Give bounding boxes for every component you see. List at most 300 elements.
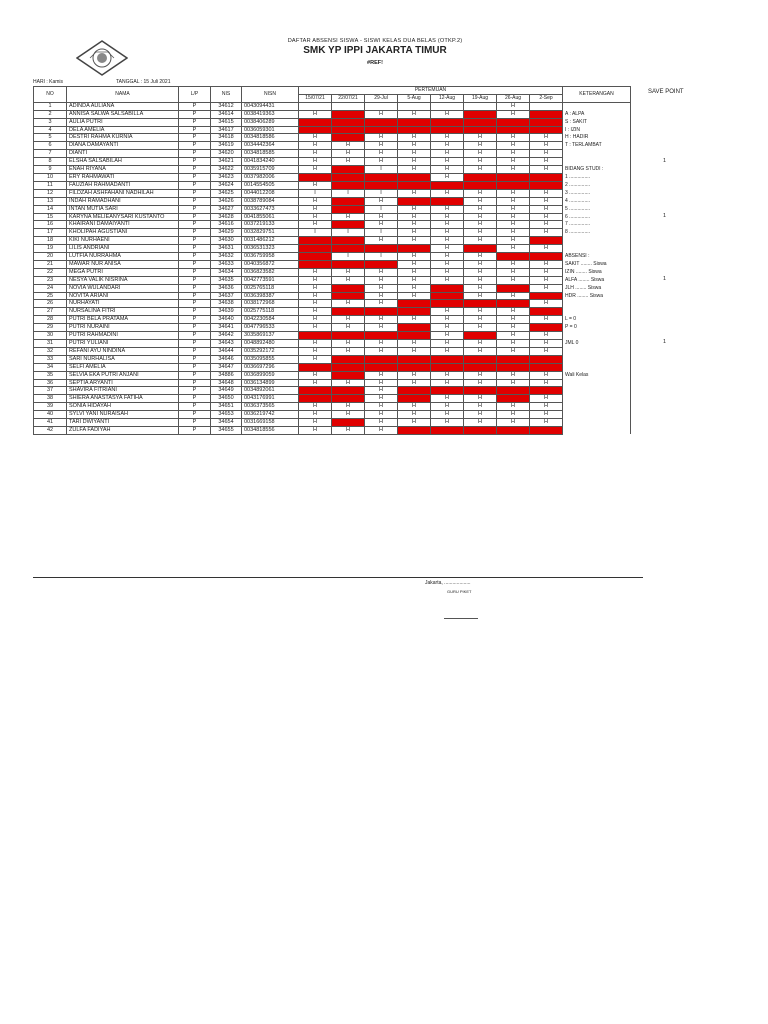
keterangan-cell	[563, 426, 631, 434]
absent-cell	[497, 181, 530, 189]
absent-cell	[530, 324, 563, 332]
gender: P	[179, 419, 211, 427]
attendance-mark: H	[431, 189, 464, 197]
nis: 34617	[211, 126, 242, 134]
gender: P	[179, 173, 211, 181]
nis: 34654	[211, 419, 242, 427]
table-row	[34, 173, 631, 181]
attendance-mark: H	[464, 205, 497, 213]
table-row	[34, 245, 631, 253]
nisn: 0036219742	[242, 411, 299, 419]
gender: P	[179, 300, 211, 308]
attendance-mark: H	[530, 300, 563, 308]
attendance-mark: H	[530, 189, 563, 197]
row-number: 10	[34, 173, 67, 181]
student-name: PUTRI NURAINI	[67, 324, 179, 332]
nis: 34653	[211, 411, 242, 419]
date-header: 15/07/21	[299, 94, 332, 102]
attendance-mark: H	[530, 411, 563, 419]
student-name: FAUZIAH RAHMADANTI	[67, 181, 179, 189]
absent-cell	[464, 126, 497, 134]
attendance-mark: H	[497, 419, 530, 427]
keterangan-cell: 2 ...............	[563, 181, 631, 189]
attendance-table	[33, 86, 631, 435]
attendance-mark: H	[431, 268, 464, 276]
attendance-mark: H	[497, 245, 530, 253]
empty-cell	[464, 102, 497, 110]
attendance-mark: H	[431, 371, 464, 379]
absent-cell	[332, 371, 365, 379]
attendance-mark: H	[365, 150, 398, 158]
nisn: 0035095855	[242, 355, 299, 363]
attendance-mark: H	[431, 253, 464, 261]
attendance-mark: H	[530, 419, 563, 427]
nisn: 0041855061	[242, 213, 299, 221]
attendance-mark: H	[464, 347, 497, 355]
student-name: TARI DWIYANTI	[67, 419, 179, 427]
attendance-mark: H	[431, 379, 464, 387]
absent-cell	[464, 363, 497, 371]
nis: 34634	[211, 268, 242, 276]
gender: P	[179, 292, 211, 300]
keterangan-cell	[563, 245, 631, 253]
attendance-mark: H	[431, 213, 464, 221]
attendance-mark: H	[431, 221, 464, 229]
gender: P	[179, 166, 211, 174]
absent-cell	[398, 387, 431, 395]
keterangan-cell: IZIN ........ Siswa	[563, 268, 631, 276]
attendance-mark: H	[431, 347, 464, 355]
keterangan-cell	[563, 102, 631, 110]
table-row	[34, 189, 631, 197]
row-number: 30	[34, 332, 67, 340]
attendance-mark: H	[497, 150, 530, 158]
signature-line	[444, 618, 478, 619]
keterangan-cell	[563, 395, 631, 403]
col-keterangan-header: KETERANGAN	[563, 87, 631, 103]
keterangan-cell: Wali Kelas	[563, 371, 631, 379]
gender: P	[179, 213, 211, 221]
nisn: 0032829751	[242, 229, 299, 237]
row-number: 26	[34, 300, 67, 308]
attendance-mark: H	[530, 150, 563, 158]
student-name: DIANA DAMAYANTI	[67, 142, 179, 150]
student-name: MEGA PUTRI	[67, 268, 179, 276]
table-row	[34, 387, 631, 395]
attendance-mark: H	[398, 110, 431, 118]
attendance-mark: H	[365, 300, 398, 308]
date-header: 2-Sep	[530, 94, 563, 102]
keterangan-cell: JLH ........ Siswa	[563, 284, 631, 292]
attendance-mark: H	[464, 403, 497, 411]
row-number: 28	[34, 316, 67, 324]
gender: P	[179, 260, 211, 268]
absent-cell	[299, 126, 332, 134]
gender: P	[179, 387, 211, 395]
absent-cell	[431, 181, 464, 189]
attendance-mark: H	[464, 237, 497, 245]
table-row	[34, 347, 631, 355]
attendance-mark: H	[299, 221, 332, 229]
absent-cell	[332, 245, 365, 253]
keterangan-cell: S : SAKIT	[563, 118, 631, 126]
table-row	[34, 324, 631, 332]
nisn: 0041834240	[242, 158, 299, 166]
student-name: SHIERA ANASTASYA FATIHA	[67, 395, 179, 403]
absent-cell	[332, 205, 365, 213]
attendance-mark: H	[365, 379, 398, 387]
table-row	[34, 379, 631, 387]
table-row	[34, 316, 631, 324]
absent-cell	[332, 134, 365, 142]
nis: 34630	[211, 237, 242, 245]
absent-cell	[398, 395, 431, 403]
attendance-mark: I	[299, 229, 332, 237]
keterangan-cell: P = 0	[563, 324, 631, 332]
attendance-mark: H	[464, 419, 497, 427]
school-logo	[76, 40, 128, 76]
absent-cell	[497, 395, 530, 403]
attendance-mark: H	[398, 142, 431, 150]
student-name: NOVIA WULANDARI	[67, 284, 179, 292]
attendance-mark: H	[299, 419, 332, 427]
attendance-mark: H	[299, 284, 332, 292]
nis: 34625	[211, 189, 242, 197]
absent-cell	[497, 284, 530, 292]
gender: P	[179, 181, 211, 189]
table-row	[34, 300, 631, 308]
nisn: 0037219133	[242, 221, 299, 229]
student-name: LUTFIA NURRAHMA	[67, 253, 179, 261]
attendance-mark: H	[431, 229, 464, 237]
attendance-mark: H	[497, 332, 530, 340]
attendance-mark: H	[464, 316, 497, 324]
student-name: PUTRI BELA PRATAMA	[67, 316, 179, 324]
absent-cell	[299, 237, 332, 245]
row-number: 16	[34, 221, 67, 229]
student-name: ENAH RIYANA	[67, 166, 179, 174]
nis: 34642	[211, 332, 242, 340]
keterangan-cell: 5 ...............	[563, 205, 631, 213]
attendance-mark: H	[398, 253, 431, 261]
attendance-mark: H	[365, 197, 398, 205]
nis: 34632	[211, 253, 242, 261]
absent-cell	[464, 300, 497, 308]
attendance-mark: H	[464, 411, 497, 419]
nis: 34618	[211, 134, 242, 142]
attendance-mark: H	[431, 150, 464, 158]
attendance-mark: H	[365, 221, 398, 229]
student-name: AULIA PUTRI	[67, 118, 179, 126]
attendance-mark: H	[530, 276, 563, 284]
nisn: 0042230584	[242, 316, 299, 324]
absent-cell	[530, 308, 563, 316]
keterangan-cell: JML 0	[563, 340, 631, 348]
attendance-mark: H	[299, 411, 332, 419]
attendance-mark: H	[431, 166, 464, 174]
nis: 34620	[211, 150, 242, 158]
keterangan-cell: 1 ...............	[563, 173, 631, 181]
attendance-mark: H	[299, 158, 332, 166]
nis: 34655	[211, 426, 242, 434]
attendance-mark: H	[398, 347, 431, 355]
attendance-mark: H	[398, 205, 431, 213]
attendance-mark: H	[464, 260, 497, 268]
absent-cell	[332, 221, 365, 229]
row-number: 17	[34, 229, 67, 237]
attendance-mark: H	[464, 158, 497, 166]
absent-cell	[431, 300, 464, 308]
attendance-mark: H	[365, 403, 398, 411]
attendance-mark: H	[398, 268, 431, 276]
empty-cell	[398, 102, 431, 110]
attendance-mark: H	[431, 260, 464, 268]
attendance-mark: H	[497, 229, 530, 237]
attendance-mark: H	[497, 197, 530, 205]
keterangan-cell: I : IZIN	[563, 126, 631, 134]
absent-cell	[332, 284, 365, 292]
row-number: 35	[34, 371, 67, 379]
col-lp-header: L/P	[179, 87, 211, 103]
nisn: 0035292172	[242, 347, 299, 355]
footer-divider	[33, 577, 643, 578]
absent-cell	[332, 308, 365, 316]
nisn: 0035915709	[242, 166, 299, 174]
row-number: 19	[34, 245, 67, 253]
nis: 34619	[211, 142, 242, 150]
student-name: KHOLIPAH AGUSTIANI	[67, 229, 179, 237]
attendance-mark: H	[299, 292, 332, 300]
attendance-mark: H	[398, 221, 431, 229]
attendance-mark: H	[332, 158, 365, 166]
attendance-mark: H	[530, 347, 563, 355]
row-number: 2	[34, 110, 67, 118]
attendance-mark: I	[332, 253, 365, 261]
absent-cell	[497, 426, 530, 434]
student-name: INDAH RAMADHANI	[67, 197, 179, 205]
absent-cell	[398, 181, 431, 189]
attendance-mark: H	[464, 150, 497, 158]
absent-cell	[497, 387, 530, 395]
row-number: 23	[34, 276, 67, 284]
save-point-value: 1	[663, 212, 667, 219]
student-name: REFANI AYU NINDINA	[67, 347, 179, 355]
nis: 34626	[211, 197, 242, 205]
attendance-mark: H	[365, 276, 398, 284]
row-number: 24	[34, 284, 67, 292]
nis: 34638	[211, 300, 242, 308]
absent-cell	[464, 332, 497, 340]
student-name: SONIA HIDAYAH	[67, 403, 179, 411]
row-number: 7	[34, 150, 67, 158]
attendance-mark: H	[464, 197, 497, 205]
table-row	[34, 181, 631, 189]
table-row	[34, 197, 631, 205]
row-number: 3	[34, 118, 67, 126]
table-row	[34, 426, 631, 434]
attendance-mark: H	[530, 213, 563, 221]
row-number: 13	[34, 197, 67, 205]
absent-cell	[431, 387, 464, 395]
attendance-mark: H	[464, 166, 497, 174]
attendance-mark: H	[464, 276, 497, 284]
nis: 34624	[211, 181, 242, 189]
save-point-value: 1	[663, 157, 667, 164]
keterangan-cell: ALFA ........ Siswa	[563, 276, 631, 284]
attendance-mark: I	[299, 189, 332, 197]
table-row	[34, 142, 631, 150]
date-header: 12-Aug	[431, 94, 464, 102]
attendance-mark: H	[365, 142, 398, 150]
attendance-mark: I	[332, 189, 365, 197]
attendance-mark: H	[332, 268, 365, 276]
empty-cell	[299, 102, 332, 110]
table-row	[34, 355, 631, 363]
absent-cell	[332, 387, 365, 395]
attendance-mark: H	[431, 308, 464, 316]
gender: P	[179, 308, 211, 316]
ref-error: #REF!	[367, 60, 383, 66]
table-row	[34, 205, 631, 213]
absent-cell	[497, 126, 530, 134]
student-name: INTAN MUTIA SARI	[67, 205, 179, 213]
absent-cell	[299, 387, 332, 395]
row-number: 37	[34, 387, 67, 395]
absent-cell	[530, 110, 563, 118]
nisn: 0025775118	[242, 308, 299, 316]
attendance-mark: H	[431, 316, 464, 324]
absent-cell	[398, 363, 431, 371]
absent-cell	[464, 426, 497, 434]
absent-cell	[299, 245, 332, 253]
attendance-mark: H	[332, 150, 365, 158]
table-row	[34, 332, 631, 340]
table-row	[34, 260, 631, 268]
absent-cell	[365, 118, 398, 126]
signature-place-date: Jakarta, ...................	[425, 580, 471, 586]
absent-cell	[365, 260, 398, 268]
attendance-mark: H	[497, 158, 530, 166]
student-name: ZULFA FADIYAH	[67, 426, 179, 434]
absent-cell	[332, 355, 365, 363]
student-name: FILDZAH ASHFAHANI NADHILAH	[67, 189, 179, 197]
attendance-mark: I	[365, 253, 398, 261]
attendance-mark: H	[299, 197, 332, 205]
attendance-mark: H	[497, 371, 530, 379]
col-nama-header: NAMA	[67, 87, 179, 103]
row-number: 15	[34, 213, 67, 221]
gender: P	[179, 347, 211, 355]
table-row	[34, 229, 631, 237]
signature-role: GURU PIKET	[447, 589, 472, 594]
attendance-mark: H	[299, 213, 332, 221]
attendance-mark: H	[365, 395, 398, 403]
attendance-mark: H	[299, 426, 332, 434]
nis: 34641	[211, 324, 242, 332]
table-row	[34, 253, 631, 261]
absent-cell	[299, 260, 332, 268]
table-row	[34, 419, 631, 427]
gender: P	[179, 237, 211, 245]
absent-cell	[398, 126, 431, 134]
nisn: 0034818556	[242, 426, 299, 434]
nis: 34636	[211, 284, 242, 292]
gender: P	[179, 395, 211, 403]
attendance-mark: H	[431, 419, 464, 427]
attendance-mark: H	[332, 142, 365, 150]
attendance-mark: H	[299, 347, 332, 355]
student-name: NURSALINA FITRI	[67, 308, 179, 316]
row-number: 21	[34, 260, 67, 268]
nis: 34644	[211, 347, 242, 355]
absent-cell	[431, 126, 464, 134]
attendance-mark: H	[365, 316, 398, 324]
attendance-mark: H	[398, 284, 431, 292]
gender: P	[179, 403, 211, 411]
attendance-mark: I	[365, 166, 398, 174]
attendance-mark: H	[398, 158, 431, 166]
attendance-mark: H	[299, 134, 332, 142]
student-name: NOVITA ARIANI	[67, 292, 179, 300]
attendance-mark: H	[530, 197, 563, 205]
table-row	[34, 118, 631, 126]
nisn: 0043094431	[242, 102, 299, 110]
attendance-mark: H	[365, 419, 398, 427]
attendance-mark: H	[332, 276, 365, 284]
nisn: 0033627473	[242, 205, 299, 213]
attendance-mark: H	[398, 379, 431, 387]
gender: P	[179, 197, 211, 205]
attendance-mark: H	[299, 300, 332, 308]
gender: P	[179, 284, 211, 292]
attendance-mark: I	[365, 205, 398, 213]
attendance-mark: I	[332, 229, 365, 237]
attendance-mark: H	[365, 237, 398, 245]
table-row	[34, 102, 631, 110]
absent-cell	[464, 110, 497, 118]
keterangan-cell	[563, 363, 631, 371]
attendance-mark: H	[398, 237, 431, 245]
absent-cell	[365, 308, 398, 316]
row-number: 11	[34, 181, 67, 189]
nis: 34627	[211, 205, 242, 213]
empty-cell	[530, 102, 563, 110]
row-number: 12	[34, 189, 67, 197]
attendance-mark: H	[431, 324, 464, 332]
keterangan-cell: T : TERLAMBAT	[563, 142, 631, 150]
keterangan-cell	[563, 332, 631, 340]
absent-cell	[530, 355, 563, 363]
attendance-mark: H	[530, 379, 563, 387]
attendance-mark: H	[464, 134, 497, 142]
absent-cell	[497, 253, 530, 261]
absent-cell	[530, 292, 563, 300]
attendance-mark: I	[365, 229, 398, 237]
row-number: 42	[34, 426, 67, 434]
gender: P	[179, 363, 211, 371]
attendance-mark: H	[299, 276, 332, 284]
gender: P	[179, 245, 211, 253]
row-number: 38	[34, 395, 67, 403]
nis: 34650	[211, 395, 242, 403]
row-number: 41	[34, 419, 67, 427]
absent-cell	[299, 118, 332, 126]
nis: 34643	[211, 340, 242, 348]
attendance-mark: H	[497, 340, 530, 348]
nis: 34621	[211, 158, 242, 166]
table-row	[34, 411, 631, 419]
absent-cell	[398, 355, 431, 363]
